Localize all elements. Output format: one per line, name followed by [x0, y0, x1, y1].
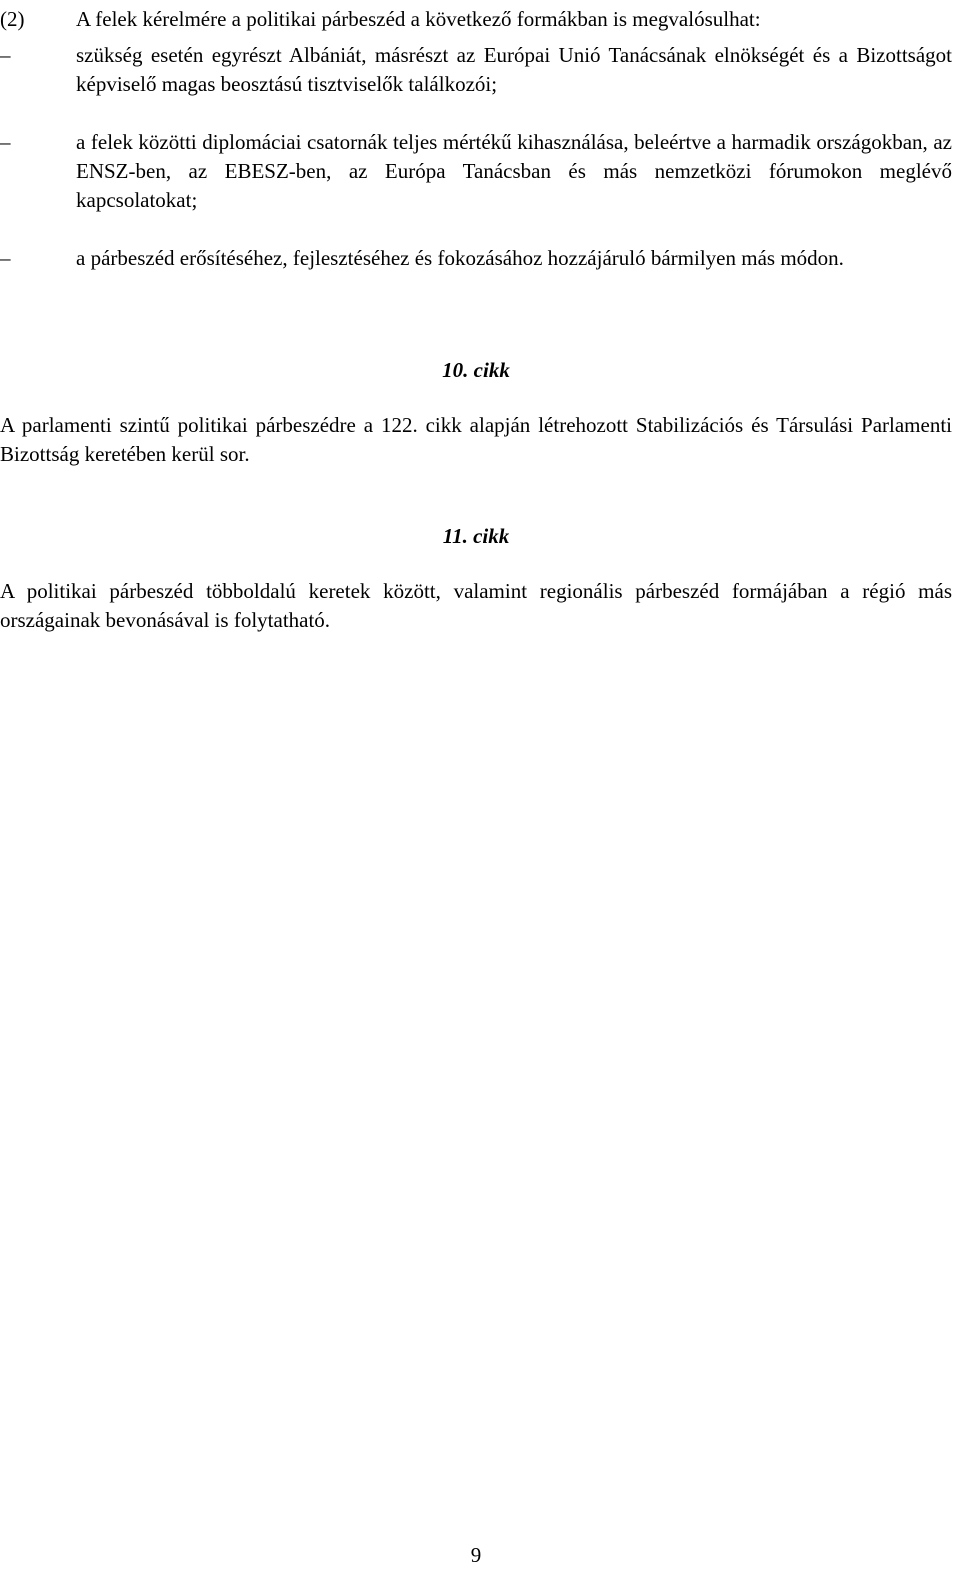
list-item-text: szükség esetén egyrészt Albániát, másrészt az Európai Unió Tanácsának elnökségét és a Bizottságot képviselő magas beosztású tisztviselők találkozói;	[76, 43, 952, 96]
list-item-text: a felek közötti diplomáciai csatornák teljes mértékű kihasználása, beleértve a harmadik országokban, az ENSZ-ben, az EBESZ-ben, az Európa Tanácsban és más nemzetközi fórumokon meglévő kapcsolatokat;	[76, 130, 952, 212]
dash-bullet: –	[0, 43, 11, 67]
paragraph-text: A felek kérelmére a politikai párbeszéd a következő formákban is megvalósulhat:	[76, 7, 761, 31]
article-11-heading: 11. cikk	[442, 524, 510, 548]
article-10-text: A parlamenti szintű politikai párbeszédre a 122. cikk alapján létrehozott Stabilizációs és Társulási Parlamenti Bizottság keretében kerül sor.	[0, 413, 952, 466]
list-item-text: a párbeszéd erősítéséhez, fejlesztéséhez és fokozásához hozzájáruló bármilyen más módon.	[76, 246, 844, 270]
dash-bullet: –	[0, 246, 11, 270]
article-11-text: A politikai párbeszéd többoldalú keretek között, valamint regionális párbeszéd formájában a régió más országainak bevonásával is folytatható.	[0, 579, 952, 632]
article-10-heading: 10. cikk	[442, 358, 510, 382]
page-number: 9	[470, 1543, 482, 1567]
paragraph-number: (2)	[0, 7, 25, 31]
dash-bullet: –	[0, 130, 11, 154]
